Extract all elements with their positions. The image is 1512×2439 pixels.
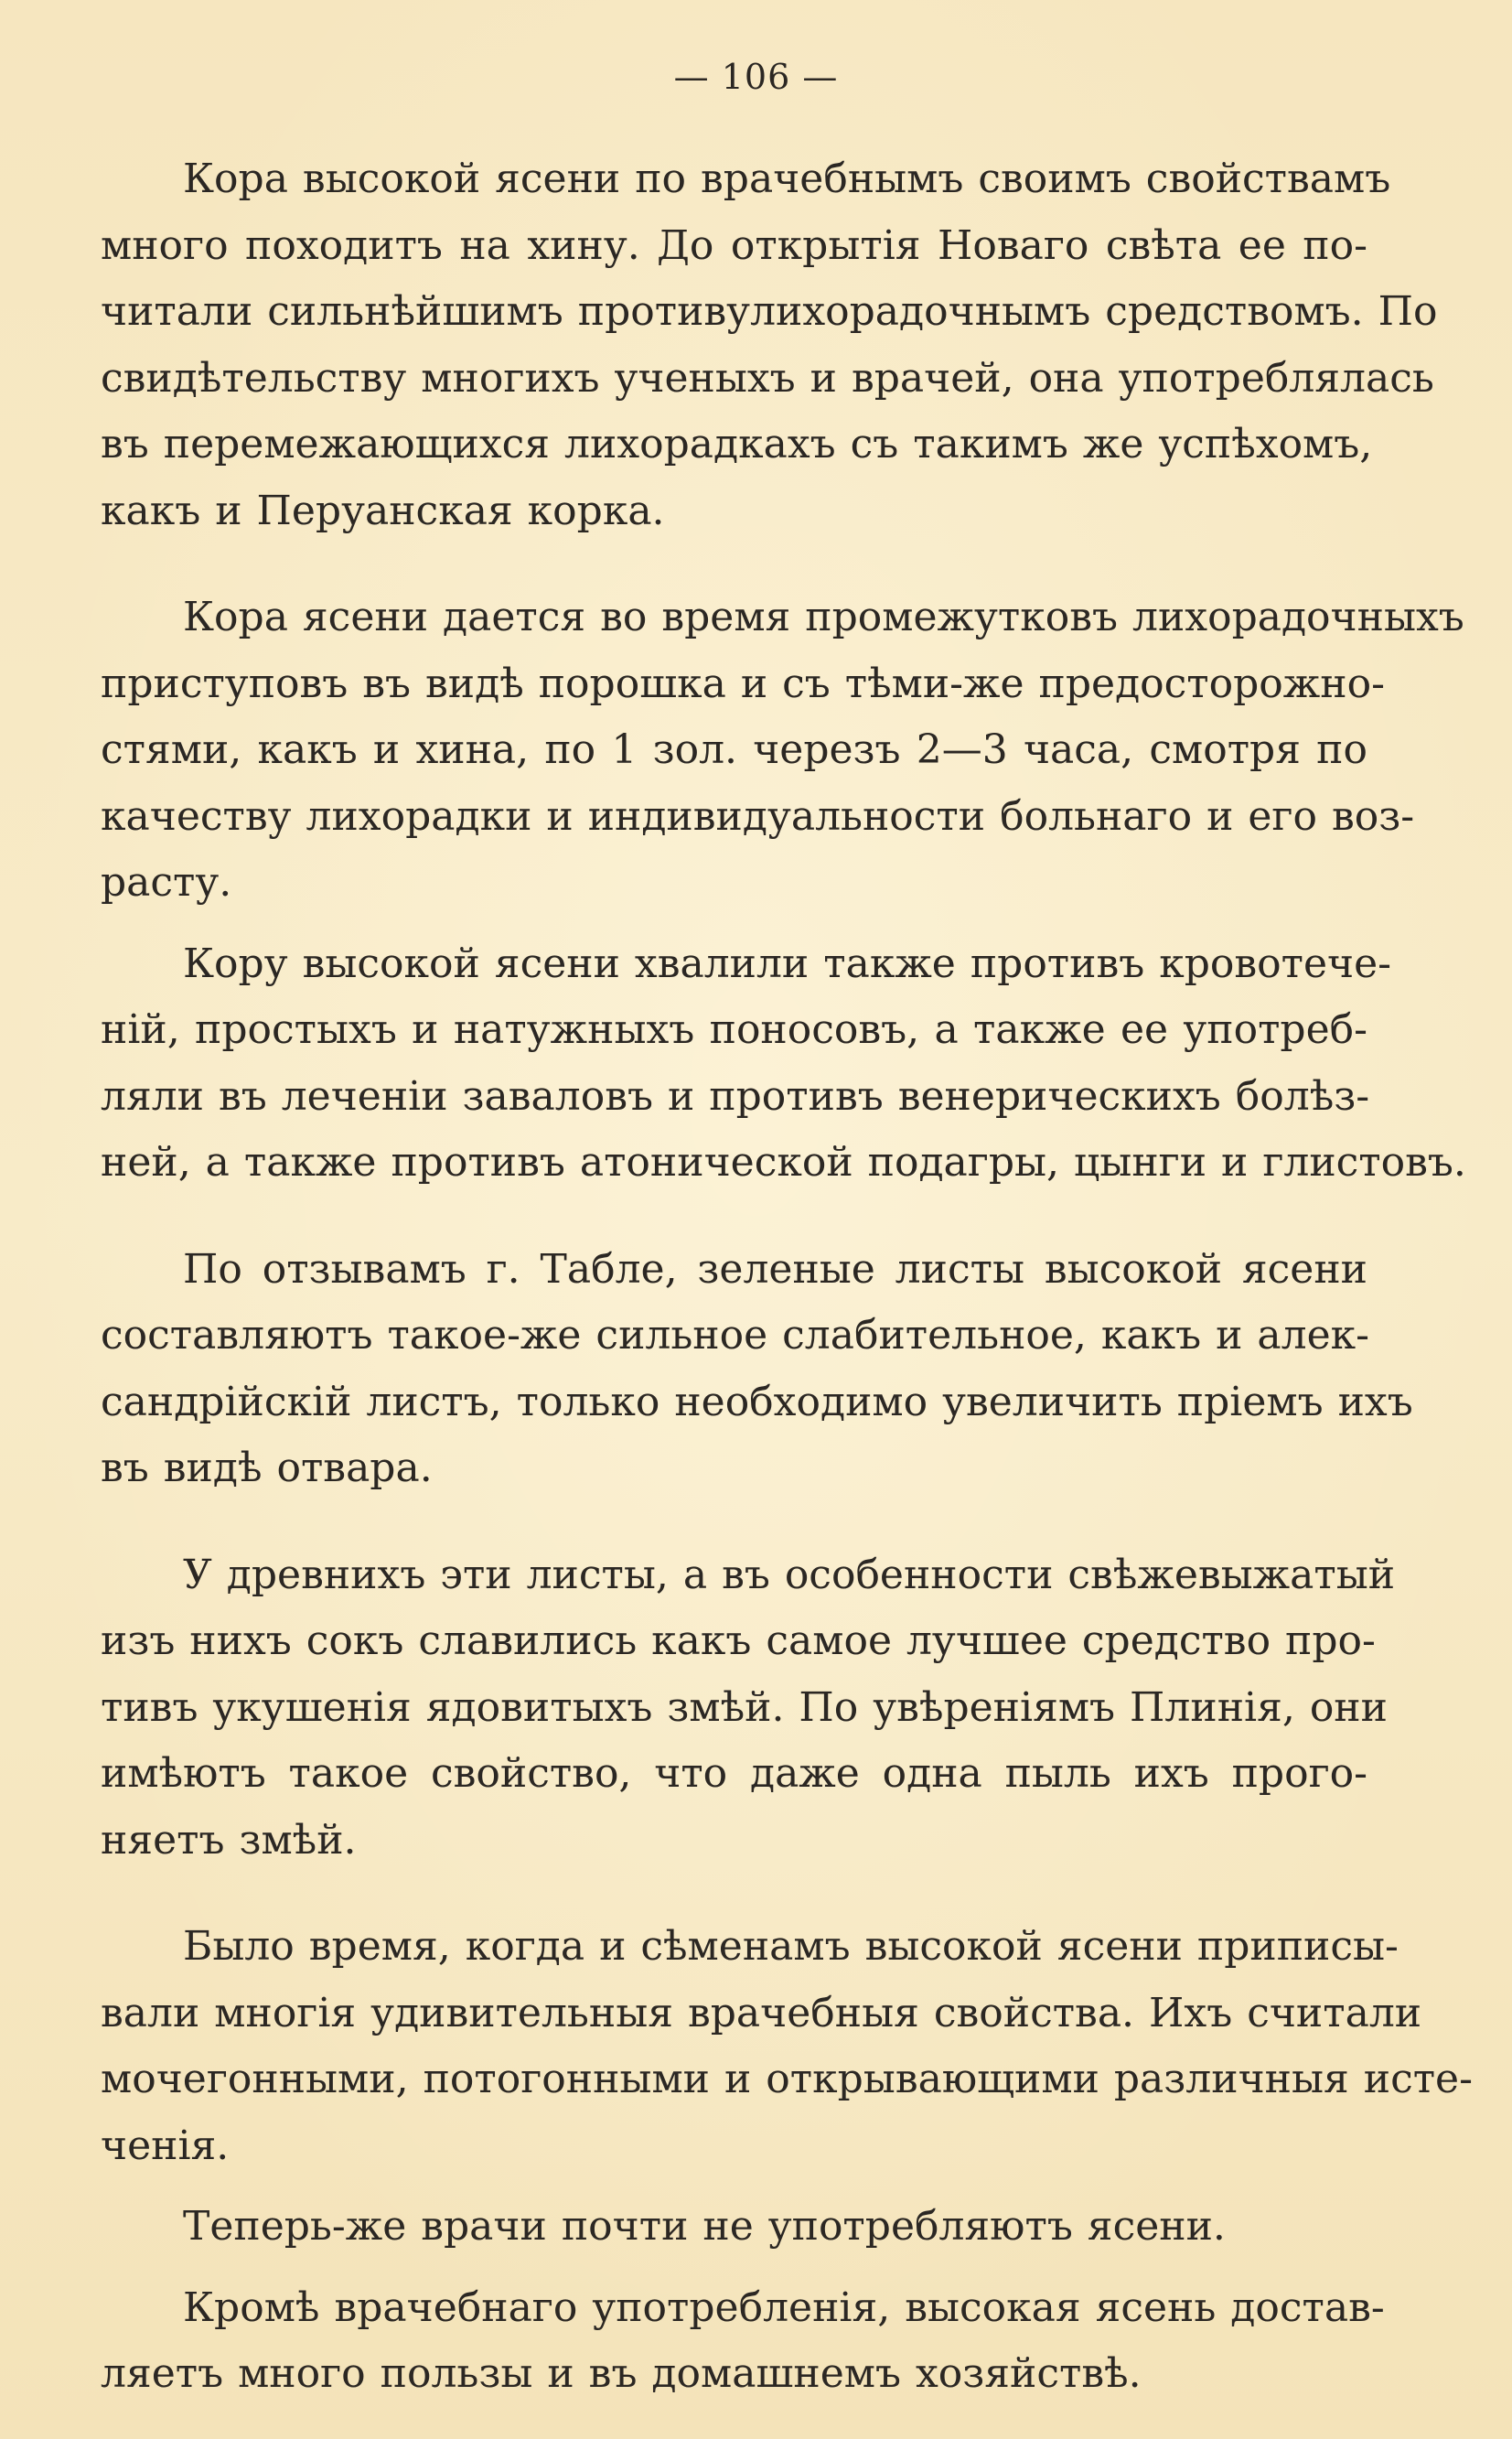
text-line: много походитъ на хину. До открытія Новаго свѣта ее по- xyxy=(101,221,1367,269)
page-number: — 106 — xyxy=(673,57,839,97)
text-line: ній, простыхъ и натужныхъ поносовъ, а также ее употреб- xyxy=(101,1006,1367,1053)
text-line: Теперь-же врачи почти не употребляютъ ясени. xyxy=(183,2203,1226,2250)
text-line: У древнихъ эти листы, а въ особенности свѣжевыжатый xyxy=(183,1551,1396,1598)
text-line: Кора ясени дается во время промежутковъ лихорадочныхъ xyxy=(183,594,1464,640)
text-line: вали многія удивительныя врачебныя свойства. Ихъ считали xyxy=(101,1989,1422,2036)
text-line: Было время, когда и сѣменамъ высокой ясени приписы- xyxy=(183,1923,1399,1970)
text-line: читали сильнѣйшимъ противулихорадочнымъ средствомъ. По xyxy=(101,288,1438,335)
paragraph-1 xyxy=(101,146,1438,544)
text-line: Кора высокой ясени по врачебнымъ своимъ свойствамъ xyxy=(183,156,1391,202)
text-line: составляютъ такое-же сильное слабительное, какъ и алек- xyxy=(101,1312,1370,1359)
text-line: имѣютъ такое свойство, что даже одна пыль ихъ прого- xyxy=(101,1750,1367,1797)
text-line: По отзывамъ г. Табле, зеленые листы высокой ясени xyxy=(183,1245,1367,1293)
text-body xyxy=(101,146,1473,2408)
paragraph-4 xyxy=(101,1237,1413,1502)
text-line: ляли въ леченіи заваловъ и противъ венерическихъ болѣз- xyxy=(101,1072,1370,1120)
paragraph-6 xyxy=(101,1914,1473,2179)
text-line: въ перемежающихся лихорадкахъ съ такимъ же успѣхомъ, xyxy=(101,421,1373,467)
paragraph-3 xyxy=(101,931,1466,1197)
text-line: изъ нихъ сокъ славились какъ самое лучшее средство про- xyxy=(101,1617,1376,1664)
text-line: качеству лихорадки и индивидуальности больнаго и его воз- xyxy=(101,792,1415,840)
paragraph-2 xyxy=(101,585,1464,917)
paragraph-8 xyxy=(101,2275,1385,2408)
text-line: Кромѣ врачебнаго употребленія, высокая ясень достав- xyxy=(183,2283,1385,2331)
text-line: тивъ укушенія ядовитыхъ змѣй. По увѣреніямъ Плинія, они xyxy=(101,1683,1388,1731)
text-line: мочегонными, потогонными и открывающими различныя исте- xyxy=(101,2056,1473,2102)
paragraph-7 xyxy=(101,2194,1367,2261)
text-line: няетъ змѣй. xyxy=(101,1816,357,1864)
text-line: приступовъ въ видѣ порошка и съ тѣми-же предосторожно- xyxy=(101,660,1385,707)
text-line: въ видѣ отвара. xyxy=(101,1445,433,1491)
text-line: свидѣтельству многихъ ученыхъ и врачей, она употреблялась xyxy=(101,354,1434,402)
text-line: ляетъ много пользы и въ домашнемъ хозяйствѣ. xyxy=(101,2350,1142,2397)
text-line: расту. xyxy=(101,859,232,906)
text-line: стями, какъ и хина, по 1 зол. черезъ 2—3 часа, смотря по xyxy=(101,726,1367,773)
text-line: ченія. xyxy=(101,2122,230,2169)
text-line: Кору высокой ясени хвалили также противъ кровотече- xyxy=(183,940,1392,987)
paragraph-5 xyxy=(101,1542,1396,1875)
text-line: какъ и Перуанская корка. xyxy=(101,487,665,534)
text-line: сандрійскій листъ, только необходимо увеличить пріемъ ихъ xyxy=(101,1378,1413,1425)
text-line: ней, а также противъ атонической подагры, цынги и глистовъ. xyxy=(101,1139,1466,1186)
